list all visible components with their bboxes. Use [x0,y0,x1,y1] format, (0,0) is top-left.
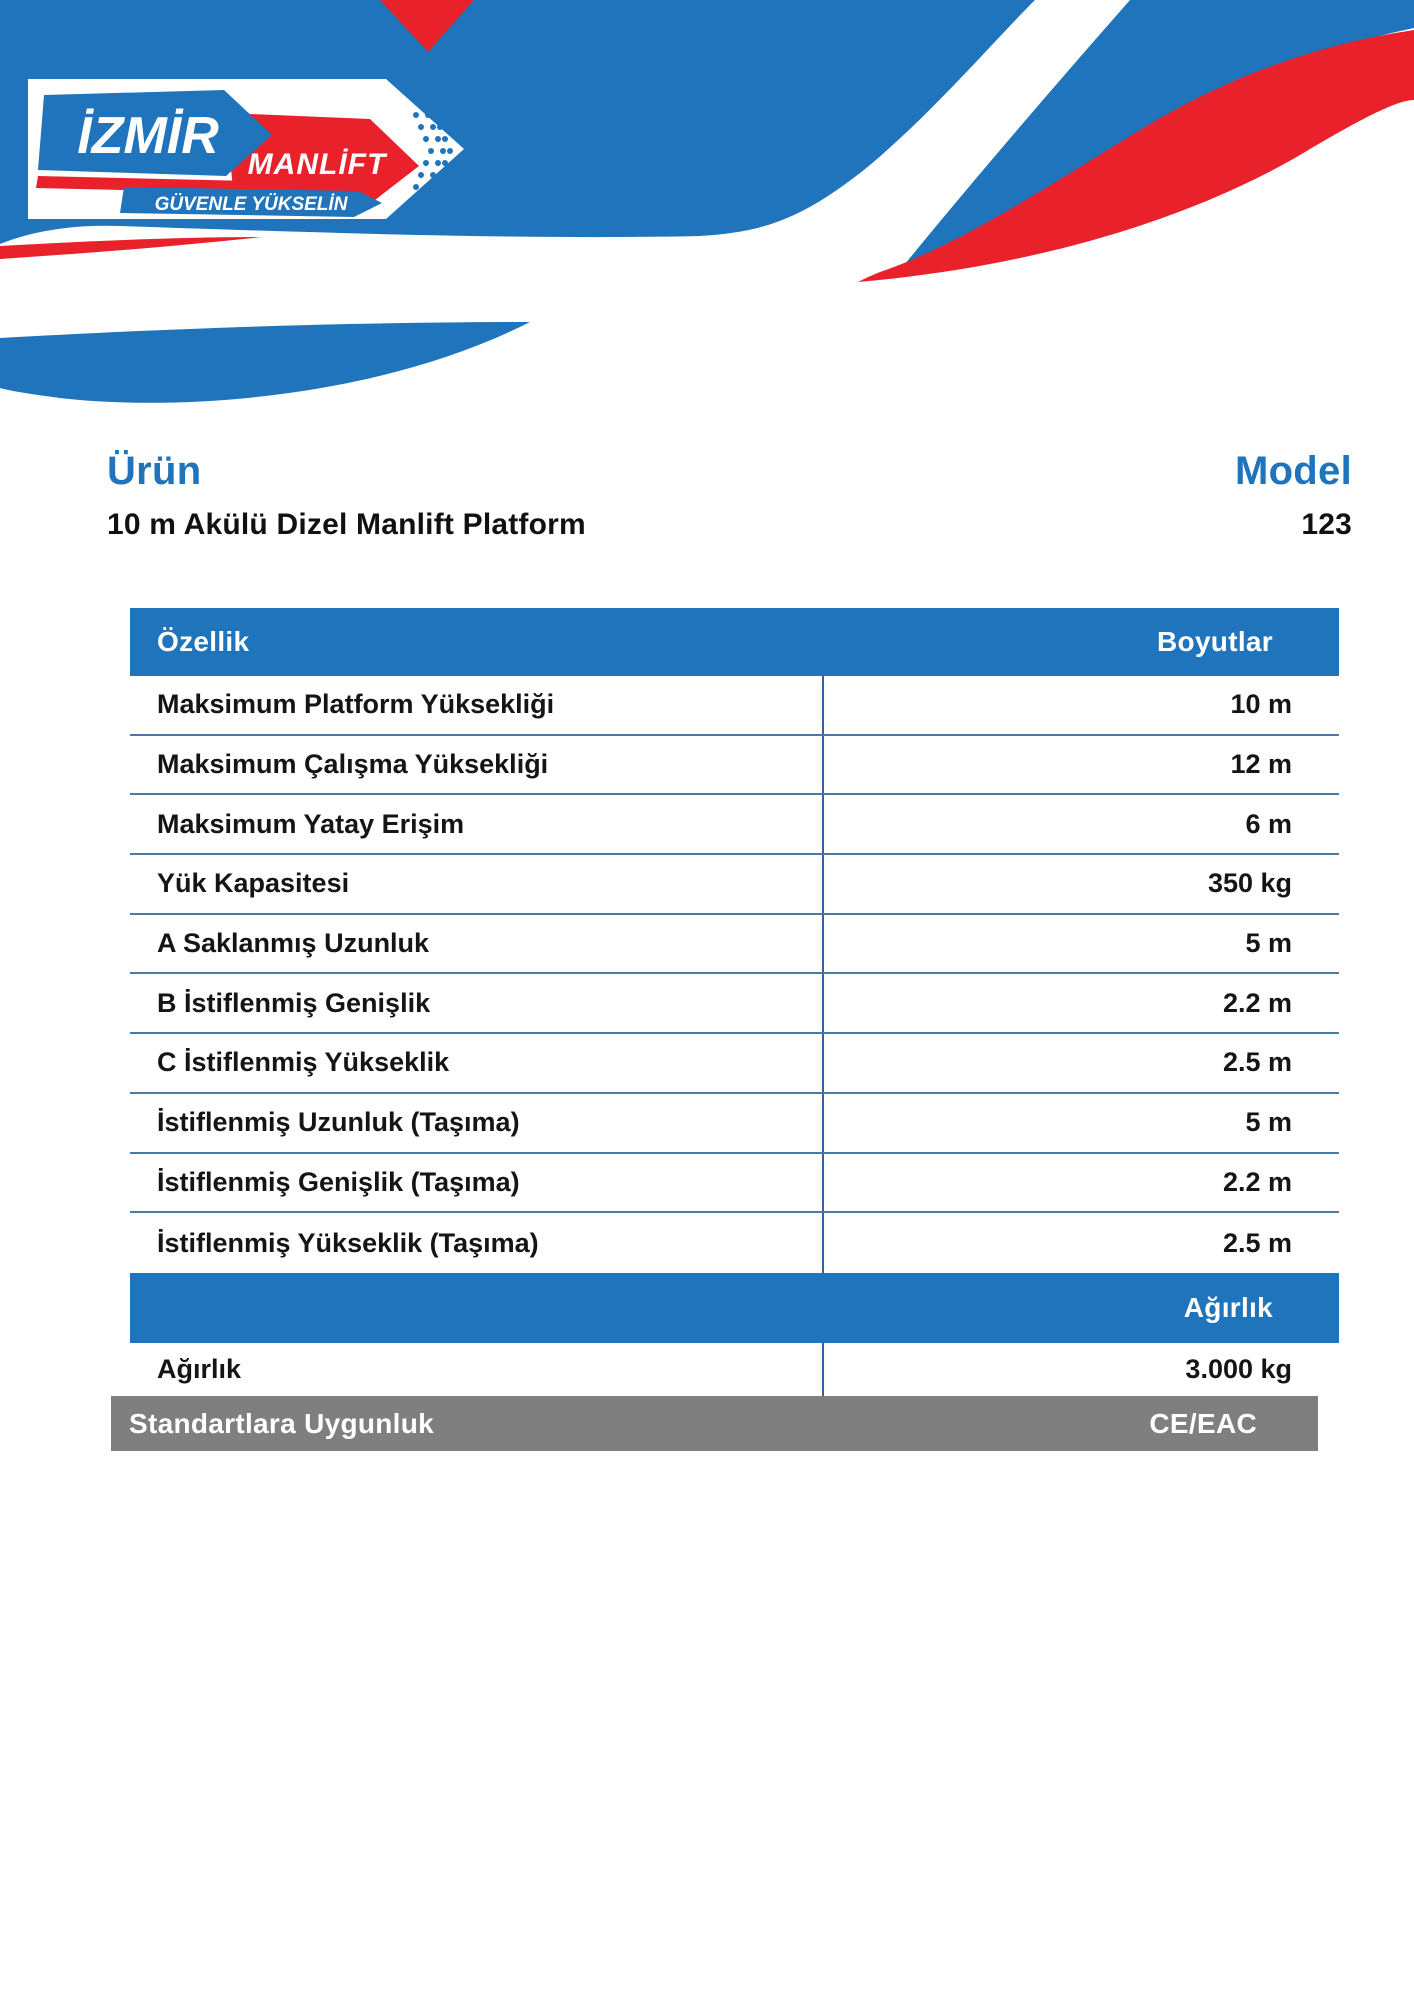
spec-row [130,915,1339,975]
spec-value: 2.2 m [822,1154,1339,1212]
spec-row [130,1034,1339,1094]
spec-value: 2.5 m [822,1213,1339,1273]
logo-primary-text: İZMİR [77,107,219,165]
spec-value: 5 m [822,1094,1339,1152]
spec-row [130,736,1339,796]
title-block [107,448,1352,542]
weight-row [130,1343,1339,1396]
spec-label: İstiflenmiş Yükseklik (Taşıma) [157,1227,539,1258]
spec-row [130,795,1339,855]
spec-label: A Saklanmış Uzunluk [157,928,430,959]
header-banner [0,0,1414,430]
spec-row [130,1213,1339,1273]
table-header-dimension: Boyutlar [1157,626,1273,657]
table-header [130,608,1339,676]
spec-row [130,1094,1339,1154]
spec-value: 3.000 kg [822,1343,1339,1396]
spec-label: Maksimum Çalışma Yüksekliği [157,749,549,780]
spec-value: 6 m [822,795,1339,853]
spec-value: 10 m [822,676,1339,734]
model-value: 123 [1301,508,1352,541]
weight-header-label: Ağırlık [1183,1291,1273,1323]
logo-secondary-text: MANLİFT [247,148,387,181]
table-header-feature: Özellik [157,626,250,657]
spec-label: Maksimum Yatay Erişim [157,808,465,839]
spec-label: C İstiflenmiş Yükseklik [157,1047,450,1078]
spec-value: 350 kg [822,855,1339,913]
compliance-value: CE/EAC [1149,1407,1257,1439]
spec-label: Maksimum Platform Yüksekliği [157,689,555,720]
compliance-bar [111,1396,1318,1451]
spec-label: İstiflenmiş Uzunluk (Taşıma) [157,1107,520,1138]
company-logo [28,75,478,225]
spec-value: 5 m [822,915,1339,973]
spec-rows [130,676,1339,1273]
weight-section-header [130,1273,1339,1343]
product-name: 10 m Akülü Dizel Manlift Platform [107,508,586,541]
spec-value: 2.5 m [822,1034,1339,1092]
spec-row [130,974,1339,1034]
spec-label: Ağırlık [157,1353,242,1384]
model-label: Model [1234,449,1352,493]
spec-label: Yük Kapasitesi [157,868,350,899]
product-label: Ürün [107,449,202,493]
spec-value: 12 m [822,736,1339,794]
spec-row [130,676,1339,736]
spec-row [130,1154,1339,1214]
spec-label: B İstiflenmiş Genişlik [157,987,431,1018]
logo-tagline-text: GÜVENLE YÜKSELİN [154,194,348,215]
spec-label: İstiflenmiş Genişlik (Taşıma) [157,1166,520,1197]
spec-value: 2.2 m [822,974,1339,1032]
spec-table [130,608,1339,1396]
spec-row [130,855,1339,915]
compliance-label: Standartlara Uygunluk [129,1407,435,1439]
